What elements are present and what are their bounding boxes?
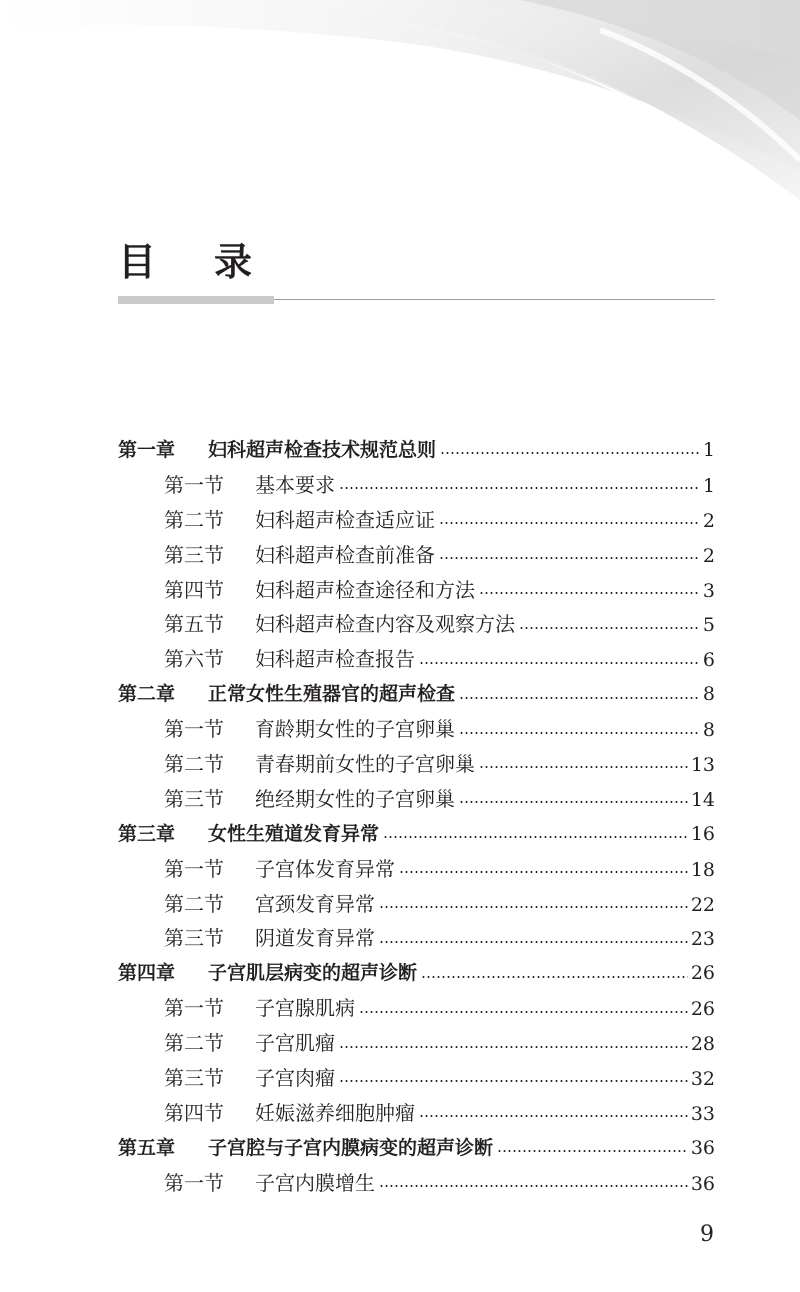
toc-entry-page: 23: [690, 928, 715, 951]
toc-entry-number: 第四节: [164, 577, 224, 602]
toc-entry-title: 妇科超声检查内容及观察方法: [255, 612, 515, 637]
toc-entry-page: 33: [690, 1102, 715, 1125]
toc-entry-page: 2: [702, 509, 715, 532]
toc-section-entry[interactable]: [118, 991, 715, 1026]
toc-entry-number: 第一节: [164, 717, 224, 742]
toc-entry-number: 第一章: [118, 439, 176, 461]
toc-entry-title: 子宫肌瘤: [255, 1031, 335, 1056]
header-swoosh-graphic: [0, 0, 800, 240]
toc-entry-page: 26: [690, 998, 715, 1021]
toc-leader-dots: [459, 732, 700, 734]
toc-entry-page: 26: [690, 962, 715, 985]
toc-entry-title: 妇科超声检查途径和方法: [255, 577, 475, 602]
toc-entry-number: 第三节: [164, 786, 224, 811]
toc-leader-dots: [359, 1011, 688, 1013]
toc-entry-title: 宫颈发育异常: [255, 891, 375, 916]
toc-entry-number: 第一节: [164, 856, 224, 881]
toc-entry-number: 第五节: [164, 612, 224, 637]
toc-leader-dots: [421, 976, 688, 978]
toc-section-entry[interactable]: [118, 642, 715, 677]
toc-leader-dots: [419, 662, 700, 664]
toc-entry-page: 2: [702, 544, 715, 567]
toc-entry-page: 8: [702, 683, 715, 706]
toc-section-entry[interactable]: [118, 538, 715, 573]
toc-section-entry[interactable]: [118, 852, 715, 887]
toc-leader-dots: [439, 522, 700, 524]
toc-entry-page: 16: [690, 822, 715, 845]
toc-entry-title: 子宫肉瘤: [255, 1066, 335, 1091]
toc-entry-title: 子宫腺肌病: [255, 996, 355, 1021]
toc-entry-number: 第一节: [164, 996, 224, 1021]
toc-section-entry[interactable]: [118, 503, 715, 538]
page-title: [118, 232, 252, 292]
toc-chapter-entry[interactable]: [118, 433, 715, 468]
toc-section-entry[interactable]: [118, 712, 715, 747]
toc-leader-dots: [379, 1185, 688, 1187]
title-underline-thick: [118, 296, 274, 304]
table-of-contents: [118, 433, 715, 1201]
toc-section-entry[interactable]: [118, 1166, 715, 1201]
toc-entry-number: 第二节: [164, 752, 224, 777]
toc-section-entry[interactable]: [118, 573, 715, 608]
toc-entry-number: 第二章: [118, 683, 176, 706]
toc-leader-dots: [479, 592, 700, 594]
toc-entry-page: 28: [690, 1033, 715, 1056]
toc-entry-number: 第四节: [164, 1100, 224, 1125]
toc-leader-dots: [339, 1046, 688, 1048]
toc-entry-page: 13: [690, 754, 715, 777]
toc-section-entry[interactable]: [118, 607, 715, 642]
toc-entry-page: 1: [702, 474, 715, 497]
toc-entry-title: 育龄期女性的子宫卵巢: [255, 717, 455, 742]
toc-section-entry[interactable]: [118, 782, 715, 817]
toc-entry-number: 第三章: [118, 822, 176, 845]
toc-entry-page: 6: [702, 649, 715, 672]
page-number: 9: [700, 1222, 714, 1247]
toc-entry-page: 1: [702, 439, 715, 461]
toc-chapter-entry[interactable]: [118, 677, 715, 712]
toc-entry-title: 子宫肌层病变的超声诊断: [208, 962, 418, 985]
toc-chapter-entry[interactable]: [118, 817, 715, 852]
toc-entry-page: 22: [690, 893, 715, 916]
toc-entry-title: 妇科超声检查前准备: [255, 542, 435, 567]
toc-entry-title: 妇科超声检查报告: [255, 647, 415, 672]
toc-section-entry[interactable]: [118, 1061, 715, 1096]
toc-leader-dots: [497, 1150, 688, 1152]
toc-entry-title: 妊娠滋养细胞肿瘤: [255, 1100, 415, 1125]
toc-entry-page: 36: [690, 1172, 715, 1195]
toc-leader-dots: [379, 941, 688, 943]
toc-entry-title: 子宫内膜增生: [255, 1170, 375, 1195]
toc-entry-page: 36: [690, 1136, 715, 1159]
toc-entry-title: 子宫体发育异常: [255, 856, 395, 881]
toc-section-entry[interactable]: [118, 1026, 715, 1061]
toc-entry-page: 5: [702, 614, 715, 637]
toc-entry-number: 第三节: [164, 926, 224, 951]
toc-entry-number: 第一节: [164, 472, 224, 497]
toc-chapter-entry[interactable]: [118, 956, 715, 991]
title-underline-thin: [274, 299, 715, 300]
toc-entry-number: 第五章: [118, 1136, 176, 1159]
toc-entry-number: 第四章: [118, 962, 176, 985]
toc-entry-title: 子宫腔与子宫内膜病变的超声诊断: [208, 1136, 494, 1159]
toc-entry-title: 女性生殖道发育异常: [208, 822, 380, 845]
toc-entry-number: 第二节: [164, 891, 224, 916]
toc-section-entry[interactable]: [118, 921, 715, 956]
toc-entry-number: 第一节: [164, 1170, 224, 1195]
toc-leader-dots: [419, 1115, 688, 1117]
toc-leader-dots: [440, 452, 700, 454]
toc-entry-number: 第三节: [164, 1066, 224, 1091]
toc-entry-page: 32: [690, 1068, 715, 1091]
toc-entry-page: 3: [702, 579, 715, 602]
toc-entry-page: 8: [702, 719, 715, 742]
toc-leader-dots: [339, 1080, 688, 1082]
toc-section-entry[interactable]: [118, 747, 715, 782]
toc-leader-dots: [379, 906, 688, 908]
toc-entry-page: 18: [690, 858, 715, 881]
toc-entry-number: 第六节: [164, 647, 224, 672]
toc-entry-title: 阴道发育异常: [255, 926, 375, 951]
toc-entry-title: 青春期前女性的子宫卵巢: [255, 752, 475, 777]
toc-leader-dots: [459, 801, 688, 803]
toc-entry-title: 妇科超声检查技术规范总则: [208, 439, 437, 461]
title-char-2: 录: [214, 240, 253, 284]
toc-entry-title: 妇科超声检查适应证: [255, 507, 435, 532]
toc-entry-page: 14: [690, 788, 715, 811]
toc-chapter-entry[interactable]: [118, 1131, 715, 1166]
toc-section-entry[interactable]: [118, 1096, 715, 1131]
toc-entry-title: 绝经期女性的子宫卵巢: [255, 786, 455, 811]
toc-leader-dots: [399, 871, 688, 873]
toc-entry-number: 第二节: [164, 507, 224, 532]
toc-entry-number: 第三节: [164, 542, 224, 567]
toc-leader-dots: [459, 697, 700, 699]
title-char-1: 目: [118, 240, 157, 284]
toc-entry-number: 第二节: [164, 1031, 224, 1056]
toc-leader-dots: [439, 557, 700, 559]
toc-entry-title: 正常女性生殖器官的超声检查: [208, 683, 456, 706]
toc-leader-dots: [383, 836, 688, 838]
toc-leader-dots: [479, 766, 688, 768]
toc-leader-dots: [339, 487, 700, 489]
toc-section-entry[interactable]: [118, 887, 715, 922]
toc-leader-dots: [519, 627, 700, 629]
toc-section-entry[interactable]: [118, 468, 715, 503]
toc-entry-title: 基本要求: [255, 472, 335, 497]
